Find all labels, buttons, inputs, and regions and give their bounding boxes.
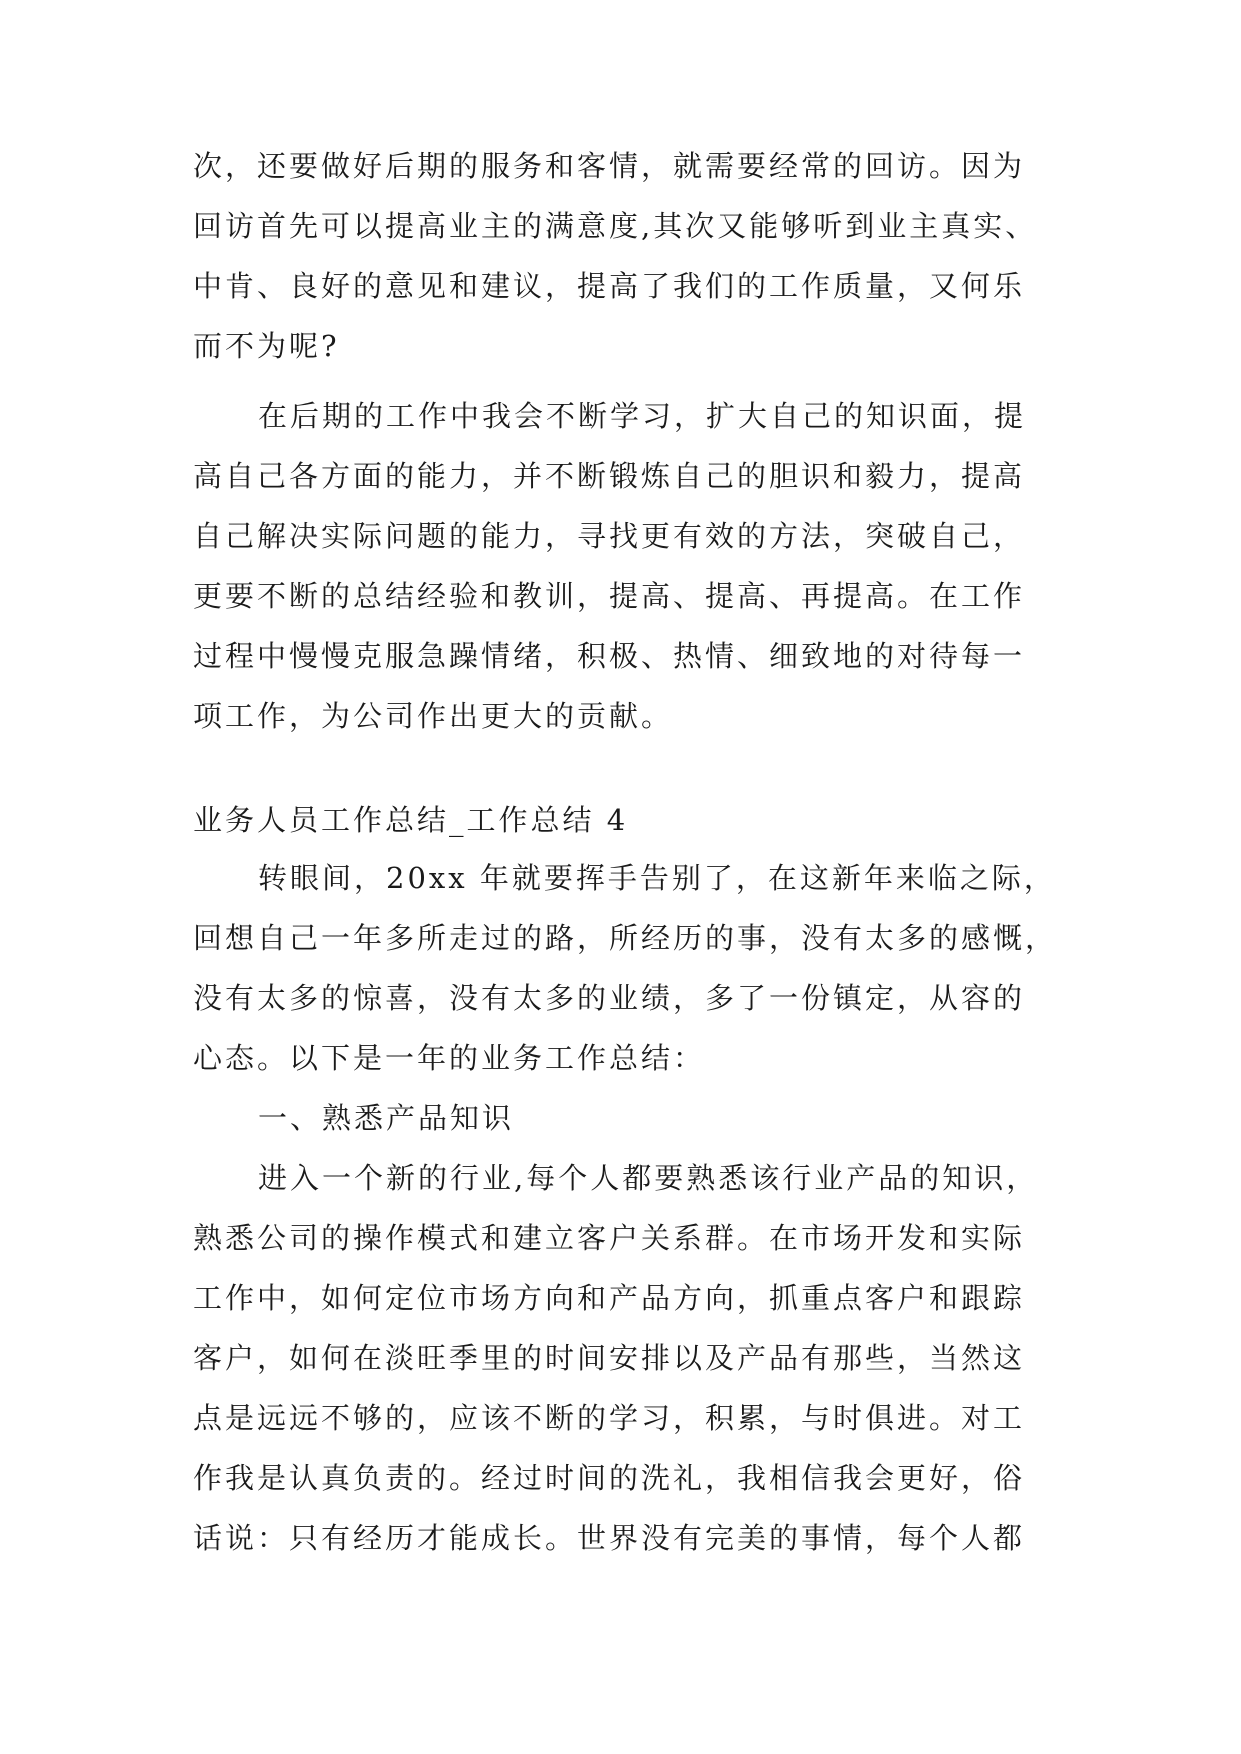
section-heading: 业务人员工作总结_工作总结 4 [193, 803, 629, 837]
paragraph-line: 客户，如何在淡旺季里的时间安排以及产品有那些，当然这 [193, 1341, 1026, 1375]
paragraph-line: 而不为呢? [193, 329, 340, 363]
paragraph-line: 回想自己一年多所走过的路，所经历的事，没有太多的感慨， [193, 921, 1058, 955]
paragraph-line: 项工作，为公司作出更大的贡献。 [193, 699, 674, 733]
paragraph-line: 在后期的工作中我会不断学习，扩大自己的知识面，提 [258, 399, 1027, 433]
paragraph-line: 进入一个新的行业,每个人都要熟悉该行业产品的知识， [258, 1161, 1039, 1195]
paragraph-line: 工作中，如何定位市场方向和产品方向，抓重点客户和跟踪 [193, 1281, 1026, 1315]
paragraph-line: 作我是认真负责的。经过时间的洗礼，我相信我会更好，俗 [193, 1461, 1026, 1495]
paragraph-line: 话说：只有经历才能成长。世界没有完美的事情，每个人都 [193, 1521, 1026, 1555]
paragraph-line: 心态。以下是一年的业务工作总结： [193, 1041, 706, 1075]
paragraph-line: 点是远远不够的，应该不断的学习，积累，与时俱进。对工 [193, 1401, 1026, 1435]
paragraph-line: 熟悉公司的操作模式和建立客户关系群。在市场开发和实际 [193, 1221, 1026, 1255]
paragraph-line: 自己解决实际问题的能力，寻找更有效的方法，突破自己， [193, 519, 1026, 553]
paragraph-line: 转眼间，20xx 年就要挥手告别了，在这新年来临之际， [258, 861, 1056, 895]
paragraph-line: 过程中慢慢克服急躁情绪，积极、热情、细致地的对待每一 [193, 639, 1026, 673]
paragraph-line: 没有太多的惊喜，没有太多的业绩，多了一份镇定，从容的 [193, 981, 1026, 1015]
paragraph-line: 更要不断的总结经验和教训，提高、提高、再提高。在工作 [193, 579, 1026, 613]
paragraph-line: 次，还要做好后期的服务和客情，就需要经常的回访。因为 [193, 149, 1026, 183]
paragraph-line: 回访首先可以提高业主的满意度,其次又能够听到业主真实、 [193, 209, 1038, 243]
subheading: 一、熟悉产品知识 [258, 1101, 515, 1135]
paragraph-line: 高自己各方面的能力，并不断锻炼自己的胆识和毅力，提高 [193, 459, 1026, 493]
paragraph-line: 中肯、良好的意见和建议，提高了我们的工作质量，又何乐 [193, 269, 1026, 303]
